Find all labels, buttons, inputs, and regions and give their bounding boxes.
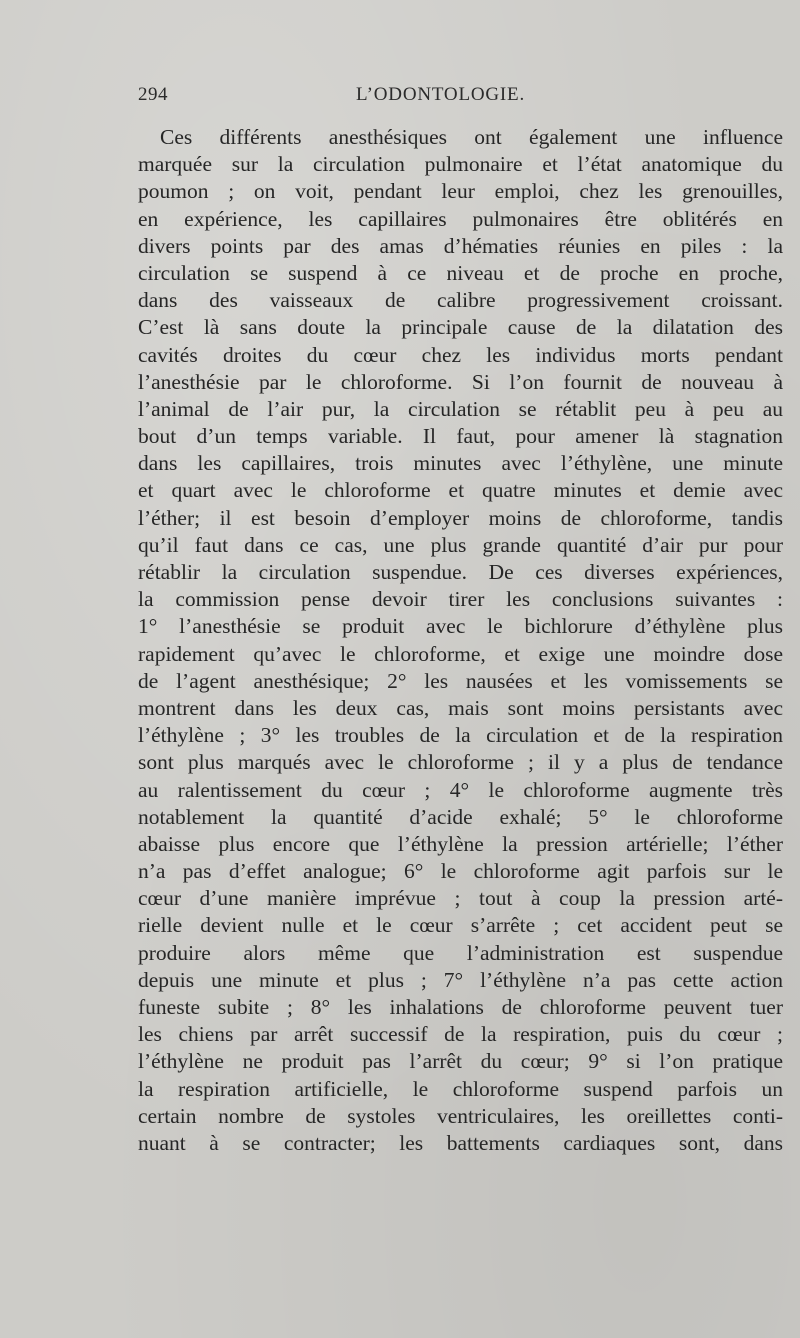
text-line: funeste subite ; 8° les inhalations de chloroforme peuvent tuer [138, 995, 783, 1019]
text-line: les chiens par arrêt successif de la respiration, puis du cœur ; [138, 1022, 783, 1047]
text-line: qu’il faut dans ce cas, une plus grande quantité d’air pur pour [138, 532, 783, 557]
text-line: C’est là sans doute la principale cause de la dilatation des [138, 315, 783, 340]
text-line: et quart avec le chloroforme et quatre minutes et demie avec [138, 478, 783, 503]
text-line: bout d’un temps variable. Il faut, pour amener là stagnation [138, 424, 783, 449]
text-line: rétablir la circulation suspendue. De ces diverses expériences, [138, 560, 783, 584]
text-line: certain nombre de systoles ventriculaires, les oreillettes conti- [138, 1103, 783, 1128]
text-line: l’anesthésie par le chloroforme. Si l’on fournit de nouveau à [138, 369, 783, 394]
text-line: l’animal de l’air pur, la circulation se rétablit peu à peu au [138, 396, 783, 421]
text-line: 1° l’anesthésie se produit avec le bichlorure d’éthylène plus [138, 614, 783, 639]
text-line: circulation se suspend à ce niveau et de proche en proche, [138, 260, 783, 285]
text-line: la respiration artificielle, le chloroforme suspend parfois un [138, 1076, 783, 1101]
text-line: rielle devient nulle et le cœur s’arrête ; cet accident peut se [138, 913, 783, 938]
text-line: de l’agent anesthésique; 2° les nausées et les vomissements se [138, 668, 783, 693]
text-line: sont plus marqués avec le chloroforme ; il y a plus de tendance [138, 750, 783, 775]
page-header [138, 84, 778, 114]
body-text [138, 124, 783, 1157]
text-line: rapidement qu’avec le chloroforme, et exige une moindre dose [138, 641, 783, 666]
text-line: l’éthylène ; 3° les troubles de la circulation et de la respiration [138, 723, 783, 748]
text-line: nuant à se contracter; les battements cardiaques sont, dans [138, 1130, 783, 1155]
text-line: produire alors même que l’administration est suspendue [138, 940, 783, 965]
text-line: l’éther; il est besoin d’employer moins de chloroforme, tandis [138, 505, 783, 530]
text-line: Ces différents anesthésiques ont également une influence [160, 125, 783, 149]
text-line: au ralentissement du cœur ; 4° le chloroforme augmente très [138, 777, 783, 802]
text-line: marquée sur la circulation pulmonaire et l’état anatomique du [138, 152, 783, 177]
text-line: poumon ; on voit, pendant leur emploi, chez les grenouilles, [138, 179, 783, 204]
text-line: dans des vaisseaux de calibre progressivement croissant. [138, 288, 783, 313]
text-line: montrent dans les deux cas, mais sont moins persistants avec [138, 695, 783, 720]
page-number: 294 [138, 84, 168, 105]
text-line: l’éthylène ne produit pas l’arrêt du cœur; 9° si l’on pratique [138, 1049, 783, 1074]
text-line: cavités droites du cœur chez les individus morts pendant [138, 342, 783, 367]
text-line: divers points par des amas d’hématies réunies en piles : la [138, 233, 783, 258]
text-line: la commission pense devoir tirer les conclusions suivantes : [138, 587, 783, 612]
text-line: abaisse plus encore que l’éthylène la pression artérielle; l’éther [138, 831, 783, 856]
text-line: dans les capillaires, trois minutes avec l’éthylène, une minute [138, 451, 783, 476]
text-line: depuis une minute et plus ; 7° l’éthylène n’a pas cette action [138, 967, 783, 992]
text-line: n’a pas d’effet analogue; 6° le chloroforme agit parfois sur le [138, 859, 783, 884]
running-title: L’ODONTOLOGIE. [356, 84, 525, 105]
text-line: cœur d’une manière imprévue ; tout à coup la pression arté- [138, 886, 783, 911]
text-line: en expérience, les capillaires pulmonaires être oblitérés en [138, 206, 783, 231]
text-line: notablement la quantité d’acide exhalé; 5° le chloroforme [138, 804, 783, 829]
